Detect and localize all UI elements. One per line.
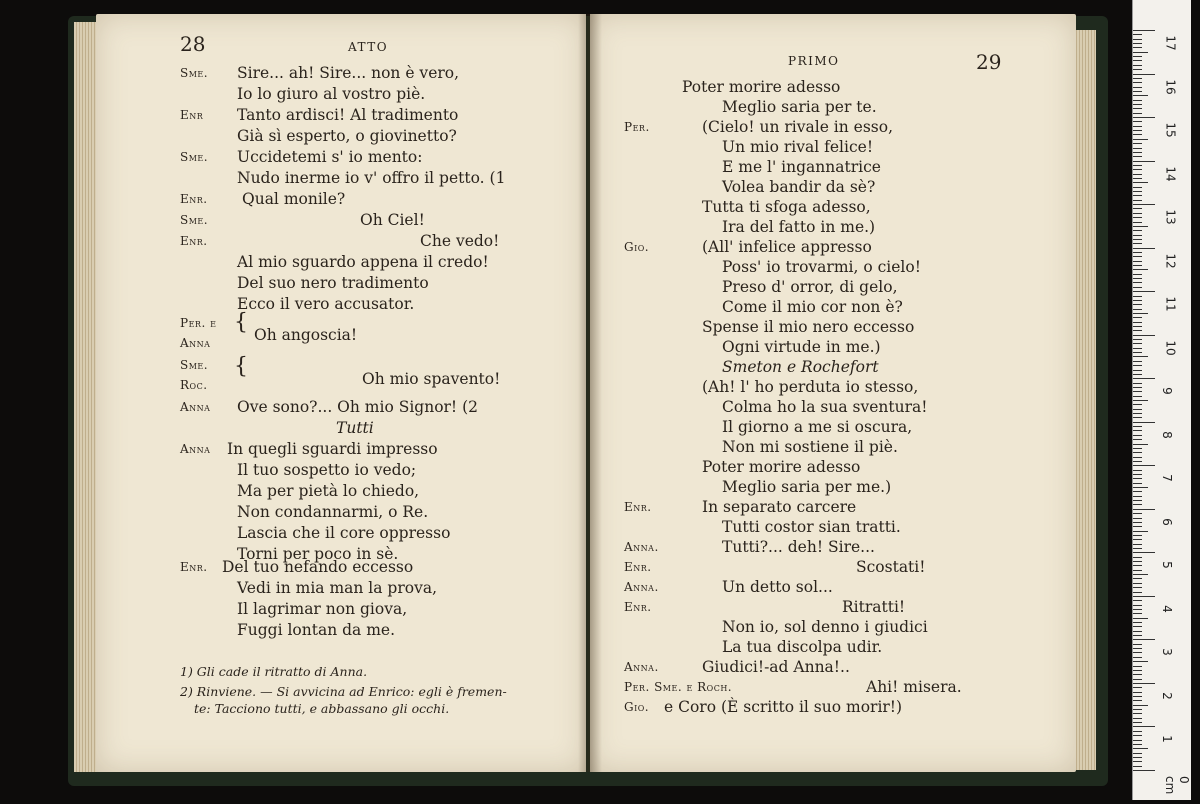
ruler-tick xyxy=(1133,513,1142,514)
ruler-tick xyxy=(1133,30,1155,31)
ruler-tick xyxy=(1133,457,1142,458)
verse-line: Io lo giuro al vostro piè. xyxy=(237,85,426,103)
ruler-tick xyxy=(1133,396,1142,397)
ruler-tick xyxy=(1133,766,1142,767)
ruler-tick xyxy=(1133,143,1142,144)
verse-line: Giudici!-ad Anna!.. xyxy=(702,658,850,676)
ruler-tick xyxy=(1133,274,1142,275)
ruler-tick xyxy=(1133,570,1142,571)
ruler-tick xyxy=(1133,652,1142,653)
ruler-tick xyxy=(1133,461,1142,462)
verse-line: Spense il mio nero eccesso xyxy=(702,318,915,336)
ruler-number: 8 xyxy=(1159,430,1174,439)
ruler-tick xyxy=(1133,113,1142,114)
ruler-tick xyxy=(1133,548,1142,549)
ruler-tick xyxy=(1133,417,1142,418)
speaker: Anna. xyxy=(624,540,659,554)
ruler-tick xyxy=(1133,670,1142,671)
stage-direction: Tutti xyxy=(336,419,374,437)
book-gutter xyxy=(578,14,602,772)
ruler-tick xyxy=(1133,509,1155,510)
ruler-tick xyxy=(1133,600,1142,601)
ruler-number: 1 xyxy=(1159,735,1174,744)
ruler-tick xyxy=(1133,605,1142,606)
verse-line: Come il mio cor non è? xyxy=(722,298,903,316)
ruler-tick xyxy=(1133,265,1142,266)
ruler-tick xyxy=(1133,200,1142,201)
ruler-tick xyxy=(1133,587,1142,588)
ruler-tick xyxy=(1133,518,1142,519)
ruler-tick xyxy=(1133,622,1142,623)
ruler-tick xyxy=(1133,296,1142,297)
verse-line: Al mio sguardo appena il credo! xyxy=(237,253,489,271)
ruler-tick xyxy=(1133,139,1148,140)
ruler-tick xyxy=(1133,213,1142,214)
running-head-right: PRIMO xyxy=(788,54,840,68)
ruler-tick xyxy=(1133,222,1142,223)
ruler-tick xyxy=(1133,87,1142,88)
ruler-tick xyxy=(1133,439,1142,440)
ruler-tick xyxy=(1133,126,1142,127)
ruler-tick xyxy=(1133,317,1142,318)
ruler-number: 11 xyxy=(1163,296,1178,312)
ruler-tick xyxy=(1133,187,1142,188)
ruler-number: 2 xyxy=(1159,692,1174,700)
ruler-tick xyxy=(1133,378,1155,379)
ruler-tick xyxy=(1133,182,1148,183)
speaker: Enr. xyxy=(180,192,208,206)
verse-line: Già sì esperto, o giovinetto? xyxy=(237,127,457,145)
ruler-tick xyxy=(1133,208,1142,209)
ruler-tick xyxy=(1133,256,1142,257)
speaker: Per. e xyxy=(180,316,217,330)
verse-line: Scostati! xyxy=(856,558,926,576)
ruler-tick xyxy=(1133,592,1142,593)
ruler-tick xyxy=(1133,370,1142,371)
ruler-tick xyxy=(1133,43,1142,44)
verse-line: Colma ho la sua sventura! xyxy=(722,398,928,416)
ruler-number: 0 cm xyxy=(1163,776,1191,795)
ruler-tick xyxy=(1133,631,1142,632)
ruler-tick xyxy=(1133,448,1142,449)
ruler-tick xyxy=(1133,248,1155,249)
ruler-tick xyxy=(1133,713,1142,714)
ruler-tick xyxy=(1133,700,1142,701)
ruler-tick xyxy=(1133,300,1142,301)
ruler-tick xyxy=(1133,735,1142,736)
ruler-tick xyxy=(1133,239,1142,240)
ruler-tick xyxy=(1133,313,1148,314)
ruler-tick xyxy=(1133,400,1148,401)
ruler-tick xyxy=(1133,152,1142,153)
ruler-tick xyxy=(1133,309,1142,310)
ruler-number: 7 xyxy=(1159,474,1174,483)
ruler-tick xyxy=(1133,452,1142,453)
ruler-number: 14 xyxy=(1163,165,1178,182)
verse-line: La tua discolpa udir. xyxy=(722,638,883,656)
verse-line: e Coro (È scritto il suo morir!) xyxy=(664,698,903,716)
ruler-tick xyxy=(1133,121,1142,122)
ruler-number: 12 xyxy=(1163,253,1178,269)
verse-line: Preso d' orror, di gelo, xyxy=(722,278,898,296)
ruler-tick xyxy=(1133,561,1142,562)
ruler-tick xyxy=(1133,78,1142,79)
brace-icon: { xyxy=(234,354,248,379)
verse-line: In separato carcere xyxy=(702,498,857,516)
verse-line: Lascia che il core oppresso xyxy=(237,524,451,542)
speaker: Enr. xyxy=(180,234,208,248)
ruler-tick xyxy=(1133,348,1142,349)
ruler-tick xyxy=(1133,718,1142,719)
ruler-tick xyxy=(1133,47,1142,48)
ruler-tick xyxy=(1133,557,1142,558)
ruler-tick xyxy=(1133,230,1142,231)
ruler-tick xyxy=(1133,657,1142,658)
verse-line: Meglio saria per te. xyxy=(722,98,877,116)
speaker: Enr xyxy=(180,108,204,122)
ruler-tick xyxy=(1133,674,1142,675)
ruler-tick xyxy=(1133,552,1155,553)
ruler-tick xyxy=(1133,748,1148,749)
ruler-tick xyxy=(1133,539,1142,540)
ruler-tick xyxy=(1133,100,1142,101)
verse-line: Del tuo nefando eccesso xyxy=(222,558,414,576)
verse-line: Poter morire adesso xyxy=(682,78,841,96)
ruler-tick xyxy=(1133,383,1142,384)
verse-line: Oh angoscia! xyxy=(254,326,358,344)
footnote: te: Tacciono tutti, e abbassano gli occhi. xyxy=(194,701,450,716)
speaker: Gio. xyxy=(624,700,650,714)
ruler-tick xyxy=(1133,609,1142,610)
ruler-tick xyxy=(1133,387,1142,388)
speaker: Gio. xyxy=(624,240,650,254)
ruler-tick xyxy=(1133,596,1155,597)
ruler-tick xyxy=(1133,465,1155,466)
ruler-tick xyxy=(1133,726,1155,727)
ruler-number: 5 xyxy=(1159,561,1174,570)
ruler-tick xyxy=(1133,391,1142,392)
ruler-tick xyxy=(1133,95,1148,96)
verse-line: Torni per poco in sè. xyxy=(237,545,399,563)
verse-line: Poss' io trovarmi, o cielo! xyxy=(722,258,921,276)
ruler-tick xyxy=(1133,696,1142,697)
verse-line: Volea bandir da sè? xyxy=(722,178,876,196)
speaker: Anna. xyxy=(624,580,659,594)
verse-line: Non io, sol denno i giudici xyxy=(722,618,928,636)
ruler-tick xyxy=(1133,161,1155,162)
ruler-tick xyxy=(1133,413,1142,414)
ruler-tick xyxy=(1133,613,1142,614)
verse-line: Oh mio spavento! xyxy=(362,370,501,388)
ruler-tick xyxy=(1133,156,1142,157)
speaker: Enr. xyxy=(180,560,208,574)
brace-icon: { xyxy=(234,310,248,335)
ruler-tick xyxy=(1133,531,1148,532)
verse-line: Poter morire adesso xyxy=(702,458,861,476)
verse-line: Vedi in mia man la prova, xyxy=(237,579,438,597)
ruler-tick xyxy=(1133,500,1142,501)
ruler-number: 16 xyxy=(1163,78,1178,95)
ruler-tick xyxy=(1133,148,1142,149)
verse-line: In quegli sguardi impresso xyxy=(227,440,438,458)
ruler-tick xyxy=(1133,639,1155,640)
ruler-number: 3 xyxy=(1159,648,1174,657)
ruler-tick xyxy=(1133,679,1142,680)
verse-line: Qual monile? xyxy=(242,190,346,208)
ruler-tick xyxy=(1133,618,1148,619)
ruler-tick xyxy=(1133,496,1142,497)
ruler-tick xyxy=(1133,666,1142,667)
ruler-number: 15 xyxy=(1163,122,1178,138)
ruler-tick xyxy=(1133,740,1142,741)
verse-line: Sire... ah! Sire... non è vero, xyxy=(237,64,460,82)
ruler-tick xyxy=(1133,761,1142,762)
left-page xyxy=(96,14,586,772)
verse-line: (Ah! l' ho perduta io stesso, xyxy=(702,378,919,396)
verse-line: Ritratti! xyxy=(842,598,906,616)
ruler-tick xyxy=(1133,635,1142,636)
verse-line: Tutta ti sfoga adesso, xyxy=(702,198,871,216)
ruler-number: 4 xyxy=(1159,605,1174,613)
page-number-right: 29 xyxy=(976,50,1002,74)
ruler-tick xyxy=(1133,56,1142,57)
ruler-tick xyxy=(1133,278,1142,279)
ruler-tick xyxy=(1133,574,1148,575)
ruler-tick xyxy=(1133,626,1142,627)
ruler-tick xyxy=(1133,374,1142,375)
speaker: Sme. xyxy=(180,358,209,372)
ruler-tick xyxy=(1133,770,1155,771)
speaker: Per. xyxy=(624,120,650,134)
verse-line: Ecco il vero accusator. xyxy=(237,295,415,313)
ruler-tick xyxy=(1133,282,1142,283)
verse-line: Il lagrimar non giova, xyxy=(237,600,408,618)
ruler-number: 13 xyxy=(1163,209,1178,225)
footnote: 2) Rinviene. — Si avvicina ad Enrico: egli è fremen- xyxy=(180,684,507,699)
page-number-left: 28 xyxy=(180,32,206,56)
ruler-tick xyxy=(1133,356,1148,357)
ruler-tick xyxy=(1133,565,1142,566)
ruler-tick xyxy=(1133,692,1142,693)
ruler-tick xyxy=(1133,483,1142,484)
ruler-tick xyxy=(1133,352,1142,353)
verse-line: Il giorno a me si oscura, xyxy=(722,418,913,436)
ruler-tick xyxy=(1133,578,1142,579)
verse-line: Ira del fatto in me.) xyxy=(722,218,876,236)
speaker: Enr. xyxy=(624,560,652,574)
ruler-tick xyxy=(1133,117,1155,118)
ruler-tick xyxy=(1133,744,1142,745)
verse-line: Ove sono?... Oh mio Signor! (2 xyxy=(237,398,478,416)
ruler-tick xyxy=(1133,709,1142,710)
ruler-tick xyxy=(1133,39,1142,40)
verse-line: Nudo inerme io v' offro il petto. (1 xyxy=(237,169,506,187)
speaker: Enr. xyxy=(624,500,652,514)
ruler-tick xyxy=(1133,422,1155,423)
ruler-tick xyxy=(1133,69,1142,70)
ruler-number: 6 xyxy=(1159,517,1174,526)
ruler-number: 17 xyxy=(1163,35,1178,51)
ruler-tick xyxy=(1133,91,1142,92)
verse-line: Oh Ciel! xyxy=(360,211,425,229)
ruler-tick xyxy=(1133,74,1155,75)
verse-line: Il tuo sospetto io vedo; xyxy=(237,461,417,479)
ruler-tick xyxy=(1133,683,1155,684)
ruler-tick xyxy=(1133,322,1142,323)
ruler-tick xyxy=(1133,478,1142,479)
ruler-tick xyxy=(1133,430,1142,431)
ruler-tick xyxy=(1133,330,1142,331)
ruler-tick xyxy=(1133,60,1142,61)
ruler-tick xyxy=(1133,326,1142,327)
speaker: Anna xyxy=(180,336,211,350)
ruler-tick xyxy=(1133,757,1142,758)
verse-line: (Cielo! un rivale in esso, xyxy=(702,118,894,136)
ruler-tick xyxy=(1133,544,1142,545)
ruler-tick xyxy=(1133,130,1142,131)
ruler-tick xyxy=(1133,444,1148,445)
ruler-number: 9 xyxy=(1159,387,1174,396)
ruler-tick xyxy=(1133,404,1142,405)
ruler-tick xyxy=(1133,191,1142,192)
ruler-tick xyxy=(1133,648,1142,649)
ruler-tick xyxy=(1133,178,1142,179)
verse-line: E me l' ingannatrice xyxy=(722,158,881,176)
verse-line: Un detto sol... xyxy=(722,578,833,596)
ruler-tick xyxy=(1133,343,1142,344)
measuring-ruler xyxy=(1132,0,1191,800)
verse-line: Tanto ardisci! Al tradimento xyxy=(237,106,459,124)
ruler-tick xyxy=(1133,52,1148,53)
ruler-tick xyxy=(1133,731,1142,732)
ruler-tick xyxy=(1133,705,1148,706)
verse-line: Un mio rival felice! xyxy=(722,138,874,156)
ruler-tick xyxy=(1133,753,1142,754)
speaker: Per. Sme. e Roch. xyxy=(624,680,733,694)
ruler-tick xyxy=(1133,435,1142,436)
footnote: 1) Gli cade il ritratto di Anna. xyxy=(180,664,368,679)
ruler-tick xyxy=(1133,291,1155,292)
ruler-tick xyxy=(1133,195,1142,196)
ruler-tick xyxy=(1133,661,1148,662)
ruler-tick xyxy=(1133,204,1155,205)
ruler-tick xyxy=(1133,82,1142,83)
ruler-tick xyxy=(1133,470,1142,471)
speaker: Sme. xyxy=(180,150,209,164)
ruler-tick xyxy=(1133,474,1142,475)
ruler-tick xyxy=(1133,583,1142,584)
ruler-number: 10 xyxy=(1163,340,1178,356)
ruler-tick xyxy=(1133,104,1142,105)
verse-line: Fuggi lontan da me. xyxy=(237,621,396,639)
speaker: Sme. xyxy=(180,213,209,227)
verse-line: Ahi! misera. xyxy=(866,678,962,696)
ruler-tick xyxy=(1133,226,1148,227)
ruler-tick xyxy=(1133,522,1142,523)
ruler-tick xyxy=(1133,252,1142,253)
ruler-tick xyxy=(1133,174,1142,175)
ruler-tick xyxy=(1133,339,1142,340)
ruler-tick xyxy=(1133,361,1142,362)
ruler-tick xyxy=(1133,217,1142,218)
ruler-tick xyxy=(1133,487,1148,488)
speaker: Anna. xyxy=(624,660,659,674)
stage-direction: Smeton e Rochefort xyxy=(722,358,879,376)
verse-line: Non mi sostiene il piè. xyxy=(722,438,898,456)
verse-line: Ogni virtude in me.) xyxy=(722,338,881,356)
ruler-tick xyxy=(1133,34,1142,35)
verse-line: (All' infelice appresso xyxy=(702,238,872,256)
verse-line: Tutti?... deh! Sire... xyxy=(722,538,875,556)
ruler-tick xyxy=(1133,535,1142,536)
speaker: Anna xyxy=(180,442,211,456)
ruler-tick xyxy=(1133,165,1142,166)
running-head-left: ATTO xyxy=(348,40,389,54)
verse-line: Uccidetemi s' io mento: xyxy=(237,148,423,166)
ruler-tick xyxy=(1133,335,1155,336)
verse-line: Del suo nero tradimento xyxy=(237,274,429,292)
speaker: Sme. xyxy=(180,66,209,80)
verse-line: Meglio saria per me.) xyxy=(722,478,892,496)
ruler-tick xyxy=(1133,365,1142,366)
ruler-tick xyxy=(1133,243,1142,244)
ruler-tick xyxy=(1133,687,1142,688)
ruler-tick xyxy=(1133,235,1142,236)
ruler-tick xyxy=(1133,287,1142,288)
ruler-tick xyxy=(1133,722,1142,723)
ruler-tick xyxy=(1133,134,1142,135)
ruler-tick xyxy=(1133,409,1142,410)
verse-line: Ma per pietà lo chiedo, xyxy=(237,482,420,500)
ruler-tick xyxy=(1133,426,1142,427)
verse-line: Tutti costor sian tratti. xyxy=(722,518,901,536)
ruler-tick xyxy=(1133,169,1142,170)
ruler-tick xyxy=(1133,65,1142,66)
ruler-tick xyxy=(1133,304,1142,305)
ruler-tick xyxy=(1133,491,1142,492)
verse-line: Che vedo! xyxy=(420,232,500,250)
verse-line: Non condannarmi, o Re. xyxy=(237,503,429,521)
speaker: Roc. xyxy=(180,378,208,392)
speaker: Anna xyxy=(180,400,211,414)
ruler-tick xyxy=(1133,269,1148,270)
ruler-tick xyxy=(1133,644,1142,645)
speaker: Enr. xyxy=(624,600,652,614)
ruler-tick xyxy=(1133,526,1142,527)
ruler-tick xyxy=(1133,108,1142,109)
ruler-tick xyxy=(1133,261,1142,262)
ruler-tick xyxy=(1133,504,1142,505)
right-page xyxy=(590,14,1076,772)
